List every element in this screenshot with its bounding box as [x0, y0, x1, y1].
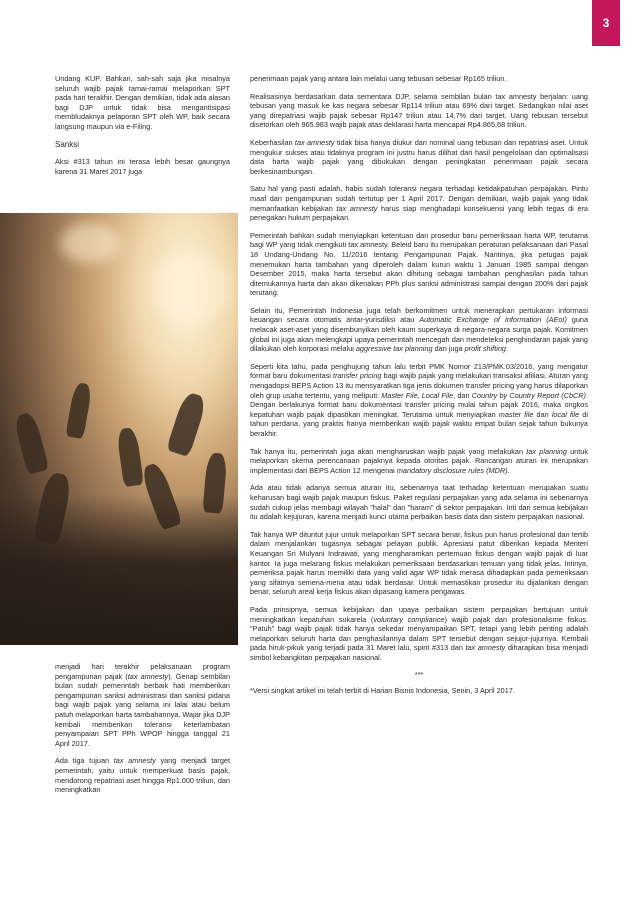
paragraph: Tak hanya WP dituntut jujur untuk melaporkan SPT secara benar, fiskus pun harus profesional dan tertib dalam menjalankan tugasnya sebagai pelayan publik. Apresiasi patut diberikan kepada Menteri Keuangan Sri Mulyani Indrawati, yang mengharamkan pertemuan fiskus dengan wajib pajak di luar kantor. Ia juga melarang fiskus melakukan pemeriksaan berdasarkan temuan yang tidak jelas. Intinya, pemeriksa pajak harus memiliki data yang valid agar WP tidak merasa dihadapkan pada pemeriksaan yang sifatnya semena-mena atau tidak berdasar. Untuk memastikan prosedur itu dijalankan dengan benar, seluruh areal kerja fiskus akan dipasang kamera pengawas. — [250, 529, 588, 597]
paragraph: Ada tiga tujuan tax amnesty yang menjadi target pemerintah, yaitu untuk memperkuat basis pajak, mendorong repatriasi aset hingga Rp1.000 triliun, dan meningkatkan — [55, 756, 230, 795]
page-number: 3 — [592, 0, 620, 46]
crowd-photo — [0, 213, 238, 645]
paragraph: Satu hal yang pasti adalah, habis sudah toleransi negara terhadap ketidakpatuhan perpajakan. Pintu maaf dan pengampunan sudah tertutup per 1 April 2017. Dengan demikian, wajib pajak yang tidak memanfaatkan kebijakan tax amnesty harus siap menghadapi konsekuensi yang lebih tegas di era penegakan hukum perpajakan. — [250, 184, 588, 223]
paragraph: menjadi hari terakhir pelaksanaan program pengampunan pajak (tax amnesty). Genap sembilan bulan sudah pemerintah berbaik hati memberikan pengampunan sanksi administrasi dan sanksi pidana bagi wajib pajak yang selama ini lalai atau belum patuh melaporkan harta tambahannya. Wajar jika DJP kembali memberikan toleransi keterlambatan penyampaian SPT PPh WPOP hingga tanggal 21 April 2017. — [55, 662, 231, 748]
left-column-top — [55, 74, 230, 184]
section-divider: *** — [414, 670, 424, 680]
paragraph: penerimaan pajak yang antara lain melalui uang tebusan sebesar Rp165 triliun. — [250, 74, 507, 83]
paragraph: Pemerintah bahkan sudah menyiapkan ketentuan dan prosedur baru pemeriksaan harta WP, terutama bagi WP yang tidak mengikuti tax amnesty. Beleid baru itu merupakan peraturan pelaksanaan dari Pasal 18 Undang-Undang No. 11/2016 tentang Pengampunan Pajak. Nantinya, jika petugas pajak menemukan harta tambahan yang diperoleh dalam kurun waktu 1 Januari 1985 sampai dengan Desember 2015, maka harta tersebut akan dihitung sebagai tambahan penghasilan pada tahun ditemukannya harta dan akan dikenakan PPh plus sanksi administrasi sampai dengan 200% dari pajak terutang. — [250, 230, 588, 298]
paragraph: Undang KUP. Bahkan, sah-sah saja jika misalnya seluruh wajib pajak ramai-ramai melaporkan SPT pada hari terakhir. Dengan demikian, tidak ada alasan bagi DJP untuk tidak bisa mengantisipasi membludaknya pelaporan SPT oleh WP, baik secara langsung maupun via e-Filing. — [55, 74, 230, 131]
paragraph: Aksi #313 tahun ini terasa lebih besar gaungnya karena 31 Maret 2017 juga — [55, 157, 230, 176]
right-column — [250, 74, 588, 704]
paragraph: Seperti kita tahu, pada penghujung tahun lalu terbit PMK Nomor 213/PMK.03/2016, yang mengatur format baru dokumentasi transfer pricing bagi wajib pajak yang melakukan transaksi afiliasi. Aturan yang mengadopsi BEPS Action 13 itu mensyaratkan tiga jenis dokumen transfer pricing yang harus dilaporkan oleh grup usaha tertentu, yang meliputi: Master File, Local File, dan Country by Country Report (CbCR). Dengan berlakunya format baru dokumentasi transfer pricing mulai tahun pajak 2016, maka ongkos kepatuhan wajib pajak dipastikan meningkat. Terutama untuk menyiapkan master file dan local file di tahun perdana, yang praktis hanya memberikan wajib pajak waktu empat bulan sejak tahun bukunya berakhir. — [250, 361, 589, 438]
left-column-bottom — [55, 662, 230, 803]
footnote: *Versi singkat artikel ini telah terbit di Harian Bisnis Indonesia, Senin, 3 April 2017. — [250, 686, 515, 696]
paragraph: Pada prinsipnya, semua kebijakan dan upaya perbaikan sistem perpajakan bertujuan untuk meningkatkan kepatuhan sukarela (voluntary compliance) wajib pajak dan profesionalisme fiskus. "Patuh" bagi wajib pajak tidak hanya sekedar menyampaikan SPT, tetapi yang lebih penting adalah melaporkan seluruh harta dan penghasilannya dalam SPT tersebut dengan sejujur-jujurnya. Kembali pada hiruk-pikuk yang terjadi pada 31 Maret lalu, spirit #313 dan tax amnesty diharapkan bisa menjadi simbol kebangkitan perpajakan nasional. — [250, 604, 589, 662]
paragraph: Tak hanya itu, pemerintah juga akan mengharuskan wajib pajak yang melakukan tax planning untuk melaporkan skema perencanaan pajaknya kepada otoritas pajak. Rancangan aturan ini merupakan implementasi dari BEPS Action 12 mengenai mandatory disclosure rules (MDR). — [250, 446, 588, 475]
paragraph: Keberhasilan tax amnesty tidak bisa hanya diukur dari nominal uang tebusan dan repatriasi aset. Untuk mengukur sukses atau tidaknya program ini justru harus dilihat dari hasil pengelolaan dan optimalisasi data harta wajib pajak yang dibukukan dengan peningkatan penerimaan pajak secara berkesinambungan. — [250, 137, 588, 176]
paragraph: Selain itu, Pemerintah Indonesia juga telah berkomitmen untuk menerapkan pertukaran informasi keuangan secara otomatis antar-yurisdiksi atau Automatic Exchange of Information (AEoI) guna melacak aset-aset yang disembunyikan oleh kaum superkaya di negara-negara surga pajak. Komitmen global ini juga akan melengkapi upaya pemerintah mencegah dan mendeteksi penghindaran pajak yang dilakukan oleh korporasi melalui aggressive tax planning dan juga profit shifting. — [250, 305, 589, 354]
paragraph: Ada atau tidak adanya semua aturan itu, sebenarnya taat terhadap ketentuan merupakan suatu keharusan bagi wajib pajak maupun fiskus. Paket regulasi perpajakan yang ada selama ini sebenarnya sudah cukup jelas membagi wilayah "halal" dan "haram" di sektor perpajakan. Inti dari semua kebijakan itu adalah kejujuran, karena menjadi kunci utama perbaikan basis data dan sistem perpajakan nasional. — [250, 483, 588, 522]
section-heading: Sanksi — [55, 139, 80, 149]
paragraph: Realisasinya berdasarkan data sementara DJP, selama sembilan bulan tax amnesty berjalan: uang tebusan yang masuk ke kas negara sebesar Rp114 triliun atau 69% dari target. Sedangkan nilai aset yang direpatriasi wajib pajak sebesar Rp147 triliun atau 14,7% dari target. Uang tebusan tersebut disetorkan oleh 965.983 wajib pajak atas deklarasi harta mencapai Rp4.865,68 triliun. — [250, 91, 588, 130]
